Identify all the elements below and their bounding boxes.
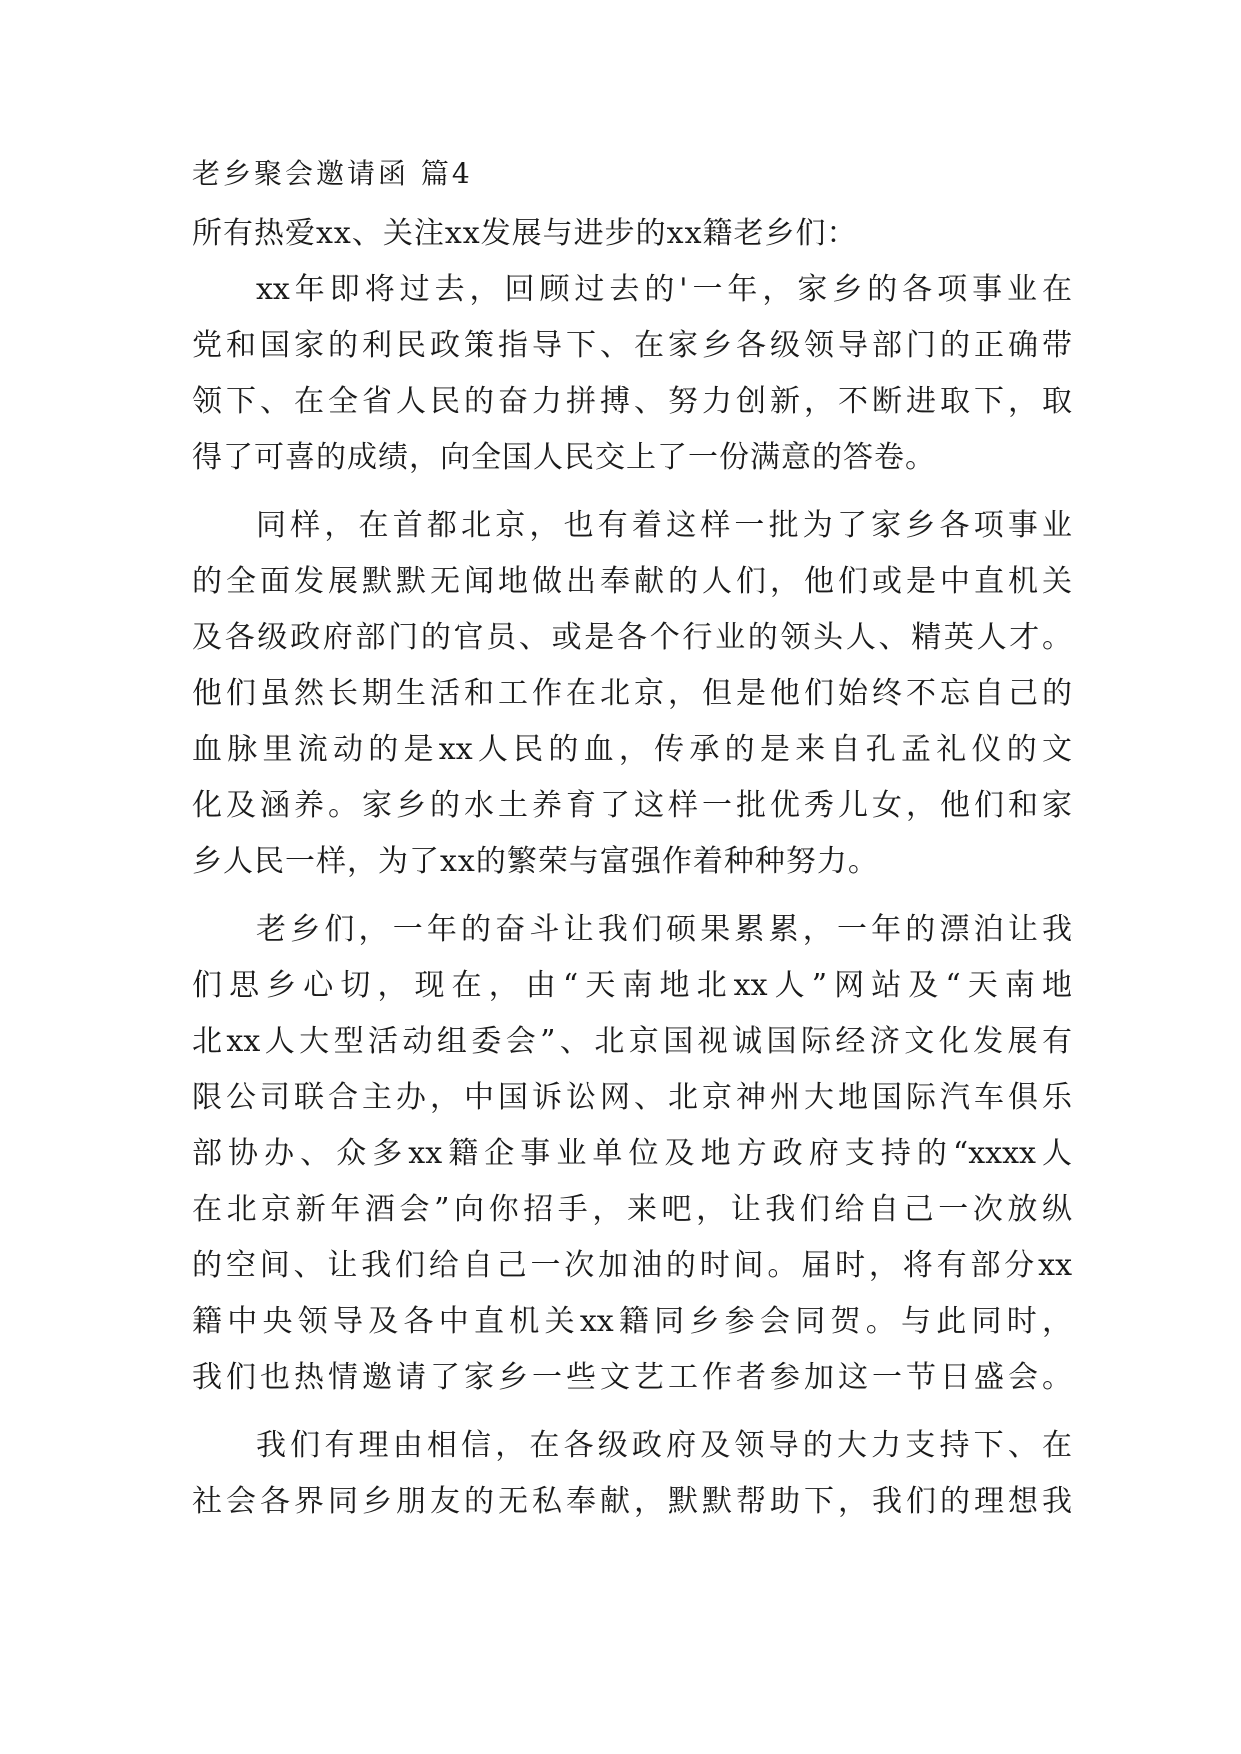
- paragraph-line: 社会各界同乡朋友的无私奉献，默默帮助下，我们的理想我: [192, 1484, 1072, 1519]
- paragraph-line: 的空间、让我们给自己一次加油的时间。届时，将有部分xx: [192, 1248, 1072, 1283]
- document-title: 老乡聚会邀请函 篇4: [192, 157, 473, 190]
- paragraph-line: 化及涵养。家乡的水土养育了这样一批优秀儿女，他们和家: [192, 788, 1072, 823]
- paragraph-line: 同样，在首都北京，也有着这样一批为了家乡各项事业: [256, 508, 1072, 543]
- paragraph-line: 他们虽然长期生活和工作在北京，但是他们始终不忘自己的: [192, 676, 1072, 711]
- document-page: [192, 158, 1072, 1530]
- paragraph-line: 们思乡心切，现在，由“天南地北xx人”网站及“天南地: [192, 968, 1072, 1003]
- paragraph-line: 限公司联合主办，中国诉讼网、北京神州大地国际汽车俱乐: [192, 1080, 1072, 1115]
- paragraph-line: 党和国家的利民政策指导下、在家乡各级领导部门的正确带: [192, 328, 1072, 363]
- paragraph-line: 得了可喜的成绩，向全国人民交上了一份满意的答卷。: [192, 440, 936, 475]
- paragraph-line: 我们有理由相信，在各级政府及领导的大力支持下、在: [256, 1428, 1072, 1463]
- paragraph-line: 籍中央领导及各中直机关xx籍同乡参会同贺。与此同时，: [192, 1304, 1072, 1339]
- paragraph-3: [192, 902, 1072, 1406]
- paragraph-line: 在北京新年酒会”向你招手，来吧，让我们给自己一次放纵: [192, 1192, 1072, 1227]
- paragraph-1: [192, 262, 1072, 486]
- paragraph-line: 老乡们，一年的奋斗让我们硕果累累，一年的漂泊让我: [256, 912, 1072, 947]
- paragraph-line: 的全面发展默默无闻地做出奉献的人们，他们或是中直机关: [192, 564, 1072, 599]
- paragraph-line: 我们也热情邀请了家乡一些文艺工作者参加这一节日盛会。: [192, 1360, 1072, 1395]
- paragraph-line: 领下、在全省人民的奋力拼搏、努力创新，不断进取下，取: [192, 384, 1072, 419]
- paragraph-line: 血脉里流动的是xx人民的血，传承的是来自孔孟礼仪的文: [192, 732, 1072, 767]
- paragraph-line: xx年即将过去，回顾过去的'一年，家乡的各项事业在: [256, 272, 1072, 307]
- paragraph-line: 乡人民一样，为了xx的繁荣与富强作着种种努力。: [192, 844, 879, 879]
- salutation: 所有热爱xx、关注xx发展与进步的xx籍老乡们：: [192, 216, 858, 251]
- paragraph-2: [192, 498, 1072, 890]
- paragraph-line: 部协办、众多xx籍企事业单位及地方政府支持的“xxxx人: [192, 1136, 1072, 1171]
- paragraph-4: [192, 1418, 1072, 1530]
- paragraph-line: 及各级政府部门的官员、或是各个行业的领头人、精英人才。: [192, 620, 1072, 655]
- paragraph-line: 北xx人大型活动组委会”、北京国视诚国际经济文化发展有: [192, 1024, 1072, 1059]
